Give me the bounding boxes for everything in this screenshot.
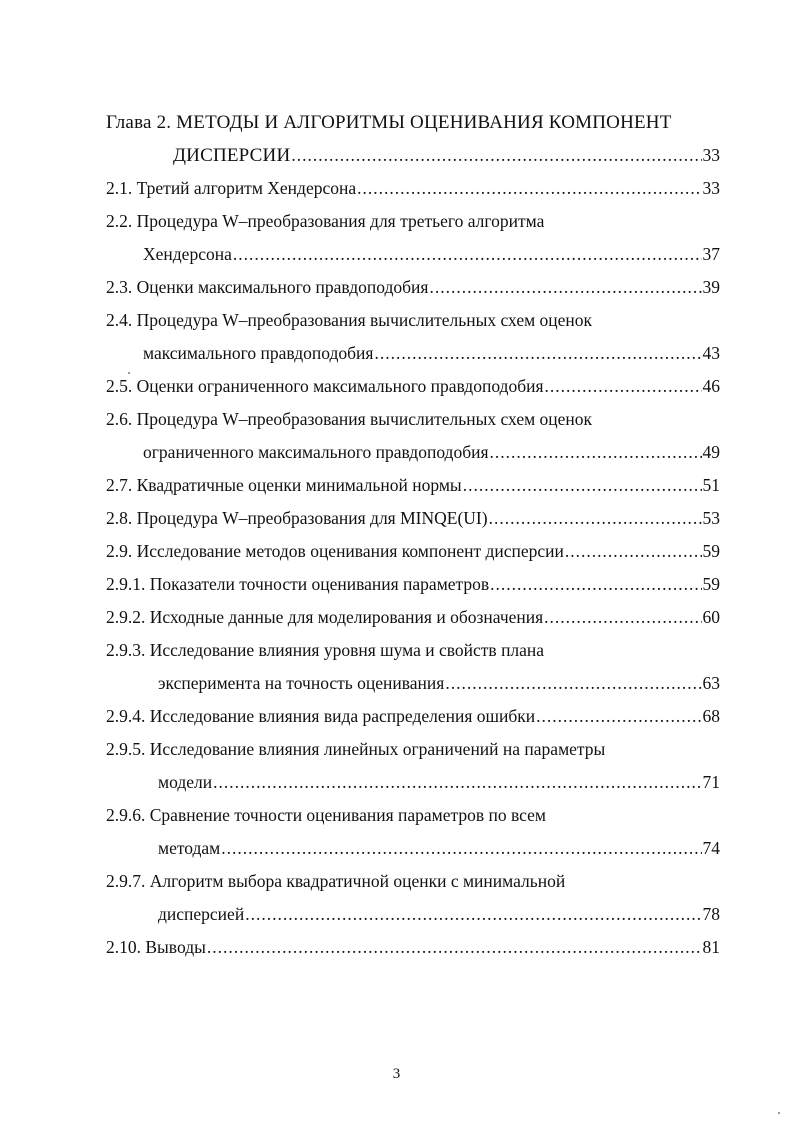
- entry-title-continuation: эксперимента на точность оценивания: [158, 673, 445, 693]
- toc-entry-2-8: [106, 502, 720, 535]
- entry-title-continuation: модели: [158, 772, 213, 792]
- dot-leader: [291, 139, 701, 172]
- entry-title: 2.9.4. Исследование влияния вида распределения ошибки: [106, 706, 536, 726]
- entry-page: 81: [702, 937, 720, 957]
- entry-page: 51: [702, 475, 720, 495]
- entry-title: 2.2. Процедура W–преобразования для третьего алгоритма: [106, 211, 545, 231]
- entry-page: 53: [702, 508, 720, 528]
- entry-title: 2.6. Процедура W–преобразования вычислительных схем оценок: [106, 409, 593, 429]
- dot-leader: [233, 238, 702, 271]
- entry-title: 2.10. Выводы: [106, 937, 206, 957]
- toc-entry-2-9-7: [106, 865, 720, 931]
- entry-page: 37: [702, 244, 720, 264]
- entry-page: 43: [702, 343, 720, 363]
- entry-title-continuation: дисперсией: [158, 904, 245, 924]
- dot-leader: [207, 931, 702, 964]
- chapter-title-continuation: ДИСПЕРСИИ: [173, 145, 291, 166]
- scan-speck: [778, 1112, 780, 1114]
- toc-entry-2-5: [106, 370, 720, 403]
- entry-title-continuation: максимального правдоподобия: [143, 343, 374, 363]
- dot-leader: [490, 436, 702, 469]
- entry-title-continuation: методам: [158, 838, 221, 858]
- chapter-title-line1: Глава 2. МЕТОДЫ И АЛГОРИТМЫ ОЦЕНИВАНИЯ КОМПОНЕНТ: [106, 112, 672, 133]
- entry-page: 71: [702, 772, 720, 792]
- toc-entry-2-6: [106, 403, 720, 469]
- chapter-page-number: 33: [702, 145, 720, 165]
- entry-title: 2.5. Оценки ограниченного максимального правдоподобия: [106, 376, 544, 396]
- toc-entry-2-9-6: [106, 799, 720, 865]
- toc-entry-2-9: [106, 535, 720, 568]
- entry-title-continuation: Хендерсона: [143, 244, 232, 264]
- toc-entry-2-10: [106, 931, 720, 964]
- entry-title: 2.9.5. Исследование влияния линейных ограничений на параметры: [106, 739, 606, 759]
- entry-title: 2.4. Процедура W–преобразования вычислительных схем оценок: [106, 310, 593, 330]
- entry-page: 63: [702, 673, 720, 693]
- entry-title: 2.9.3. Исследование влияния уровня шума и свойств плана: [106, 640, 545, 660]
- toc-entry-2-2: [106, 205, 720, 271]
- entry-title: 2.1. Третий алгоритм Хендерсона: [106, 178, 357, 198]
- toc-entry-2-9-5: [106, 733, 720, 799]
- entry-title: 2.9.1. Показатели точности оценивания параметров: [106, 574, 490, 594]
- entry-title: 2.9. Исследование методов оценивания компонент дисперсии: [106, 541, 564, 561]
- dot-leader: [357, 172, 701, 205]
- entry-page: 60: [702, 607, 720, 627]
- toc-entry-2-3: [106, 271, 720, 304]
- table-of-contents: [106, 106, 720, 964]
- dot-leader: [489, 502, 702, 535]
- toc-chapter-heading: [106, 106, 720, 172]
- entry-title: 2.9.6. Сравнение точности оценивания параметров по всем: [106, 805, 546, 825]
- entry-page: 59: [702, 541, 720, 561]
- toc-entry-2-9-2: [106, 601, 720, 634]
- entry-title: 2.9.7. Алгоритм выбора квадратичной оценки с минимальной: [106, 871, 566, 891]
- toc-entry-2-9-1: [106, 568, 720, 601]
- toc-entry-2-4: [106, 304, 720, 370]
- dot-leader: [490, 568, 701, 601]
- chapter-title-line2: [106, 139, 720, 172]
- entry-page: 59: [702, 574, 720, 594]
- entry-title-continuation: ограниченного максимального правдоподобия: [143, 442, 489, 462]
- entry-page: 78: [702, 904, 720, 924]
- entry-title: 2.9.2. Исходные данные для моделирования и обозначения: [106, 607, 544, 627]
- page-number: 3: [392, 1066, 401, 1082]
- entry-title: 2.3. Оценки максимального правдоподобия: [106, 277, 429, 297]
- dot-leader: [463, 469, 702, 502]
- entry-title: 2.8. Процедура W–преобразования для MINQE(UI): [106, 508, 488, 528]
- entry-page: 74: [702, 838, 720, 858]
- dot-leader: [565, 535, 702, 568]
- entry-page: 33: [702, 178, 720, 198]
- toc-entry-2-7: [106, 469, 720, 502]
- dot-leader: [245, 898, 701, 931]
- entry-title: 2.7. Квадратичные оценки минимальной нормы: [106, 475, 462, 495]
- scan-speck: [128, 372, 130, 374]
- entry-page: 46: [702, 376, 720, 396]
- entry-page: 68: [702, 706, 720, 726]
- dot-leader: [429, 271, 701, 304]
- toc-entry-2-9-4: [106, 700, 720, 733]
- dot-leader: [445, 667, 701, 700]
- entry-page: 49: [702, 442, 720, 462]
- dot-leader: [545, 370, 702, 403]
- dot-leader: [213, 766, 701, 799]
- dot-leader: [536, 700, 701, 733]
- toc-entry-2-1: [106, 172, 720, 205]
- toc-entry-2-9-3: [106, 634, 720, 700]
- dot-leader: [374, 337, 701, 370]
- entry-page: 39: [702, 277, 720, 297]
- dot-leader: [221, 832, 701, 865]
- dot-leader: [544, 601, 701, 634]
